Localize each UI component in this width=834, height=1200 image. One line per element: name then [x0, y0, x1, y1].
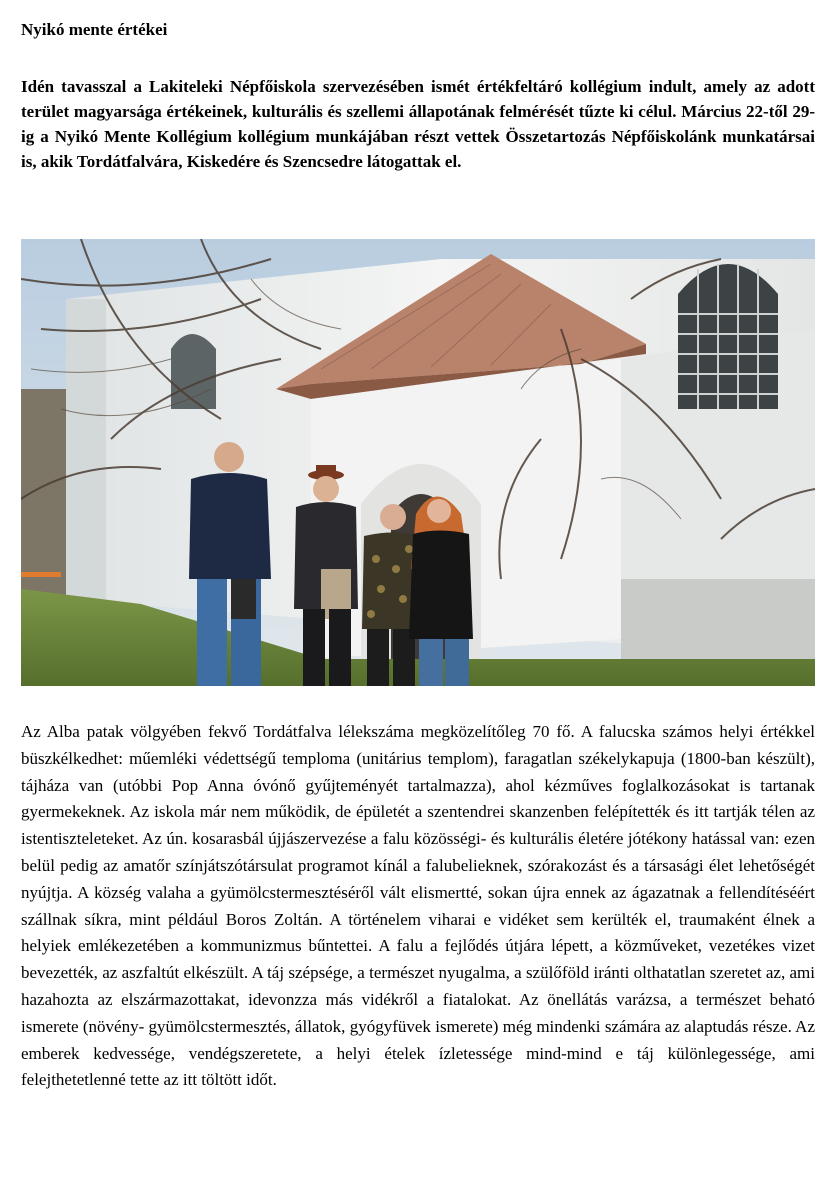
photo-illustration: [21, 239, 815, 686]
article-title: Nyikó mente értékei: [21, 20, 168, 39]
article-lead: Idén tavasszal a Lakiteleki Népfőiskola szervezésében ismét értékfeltáró kollégium indult, amely az adott terület magyarsága értékeinek, kulturális és szellemi állapotának felmérését tűzte ki célul. Március 22-től 29-ig a Nyikó Mente Kollégium kollégium munkájában részt vettek Összetartozás Népfőiskolánk munkatársai is, akik Tordátfalvára, Kiskedére és Szencsedre látogattak el.: [21, 77, 815, 171]
church-group-photo: [21, 239, 815, 686]
article-body: Az Alba patak völgyében fekvő Tordátfalva lélekszáma megközelítőleg 70 fő. A falucska számos helyi értékkel büszkélkedhet: műemléki védettségű temploma (unitárius templom), faragatlan székelykapuja (1800-ban készült), tájháza van (utóbbi Pop Anna óvónő gyűjteményét tartalmazza), ahol kézműves foglalkozásokat is tartanak gyermekeknek. Az iskola már nem működik, de épületét a szentendrei skanzenben felépítették és itt tartják télen az istentiszteleteket. Az ún. kosarasbál újjászervezése a falu közösségi- és kulturális életére jótékony hatással van: ezen belül pedig az amatőr színjátszótársulat programot kínál a falubelieknek, szórakozást és a társasági élet lehetőségét nyújtja. A község valaha a gyümölcstermesztéséről vált elismertté, sokan újra ennek az ágazatnak a fellendítéséért szállnak síkra, mint például Boros Zoltán. A történelem viharai e vidéket sem kerülték el, traumaként élnek a helyiek emlékezetében a kommunizmus bűntettei. A falu a fejlődés útjára lépett, a közműveket, vezetékes vizet bevezették, az aszfaltút elkészült. A táj szépsége, a természet nyugalma, a szülőföld iránti olthatatlan szeretet az, ami hazahozta az elszármazottakat, idevonzza más vidékről a fiatalokat. Az önellátás varázsa, a természet beható ismerete (növény- gyümölcstermesztés, állatok, gyógyfüvek ismerete) még mindenki számára az alaptudás része. Az emberek kedvessége, vendégszeretete, a helyi ételek ízletessége mind-mind e táj különlegessége, ami felejthetetlenné tette az itt töltött időt.: [21, 722, 815, 1090]
